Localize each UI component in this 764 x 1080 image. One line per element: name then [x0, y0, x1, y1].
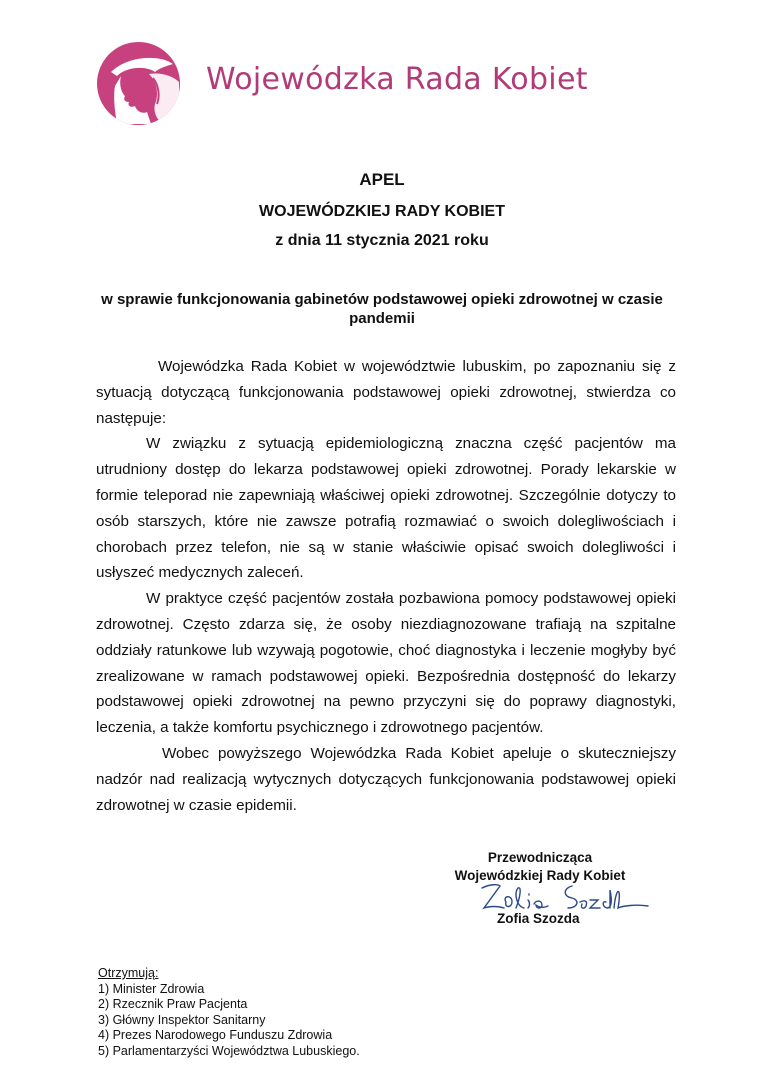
list-item: 2) Rzecznik Praw Pacjenta [98, 997, 248, 1012]
list-item: 3) Główny Inspektor Sanitarny [98, 1012, 266, 1027]
body-paragraph-4: Wobec powyższego Wojewódzka Rada Kobiet apeluje o skuteczniejszy nadzór nad realizacją wytycznych dotyczących funkcjonowania podstawowej opieki zdrowotnej w czasie epidemii. [96, 744, 676, 814]
document-date: z dnia 11 stycznia 2021 roku [275, 232, 489, 249]
document-title: APEL [359, 170, 405, 189]
recipients-list [98, 966, 360, 1060]
signatory-name: Zofia Szozda [497, 911, 580, 926]
document-header [0, 170, 764, 261]
document-body [96, 354, 676, 818]
body-paragraph-2: W związku z sytuacją epidemiologiczną znaczna część pacjentów ma utrudniony dostęp do lekarza podstawowej opieki zdrowotnej. Porady lekarskie w formie teleporad nie zapewniają właściwej opieki zdrowotnej. Szczególnie dotyczy to osób starszych, które nie zawsze potrafią rozmawiać o swoich dolegliwościach i chorobach przez telefon, nie są w stanie właściwie opisać swoich dolegliwości i usłyszeć medycznych zaleceń. [96, 435, 676, 582]
organization-name: Wojewódzka Rada Kobiet [206, 62, 588, 97]
signature-role-line-1: Przewodnicząca [487, 850, 593, 865]
body-paragraph-3: W praktyce część pacjentów została pozbawiona pomocy podstawowej opieki zdrowotnej. Często zdarza się, że osoby niezdiagnozowane trafiają na szpitalne oddziały ratunkowe lub wzywają pogotowie, choć diagnostyka i leczenie mogłyby być zrealizowane w ramach podstawowej opieki. Bezpośrednia dostępność do lekarzy podstawowej opieki zdrowotnej na pewno przyczyni się do poprawy diagnostyki, leczenia, a także komfortu psychicznego i zdrowotnego pacjentów. [96, 590, 676, 737]
recipients-title: Otrzymują: [98, 966, 159, 980]
organization-logo [97, 42, 180, 125]
list-item: 4) Prezes Narodowego Funduszu Zdrowia [98, 1028, 333, 1043]
document-subject: w sprawie funkcjonowania gabinetów podstawowej opieki zdrowotnej w czasie pandemii [101, 291, 663, 327]
body-paragraph-1: Wojewódzka Rada Kobiet w województwie lubuskim, po zapoznaniu się z sytuacją dotyczącą funkcjonowania podstawowej opieki zdrowotnej, stwierdza co następuje: [96, 358, 676, 427]
woman-silhouette-icon [97, 42, 180, 125]
list-item: 5) Parlamentarzyści Województwa Lubuskiego. [98, 1043, 360, 1058]
document-issuer: WOJEWÓDZKIEJ RADY KOBIET [259, 203, 505, 220]
signature-role-line-2: Wojewódzkiej Rady Kobiet [454, 868, 626, 883]
list-item: 1) Minister Zdrowia [98, 981, 205, 996]
